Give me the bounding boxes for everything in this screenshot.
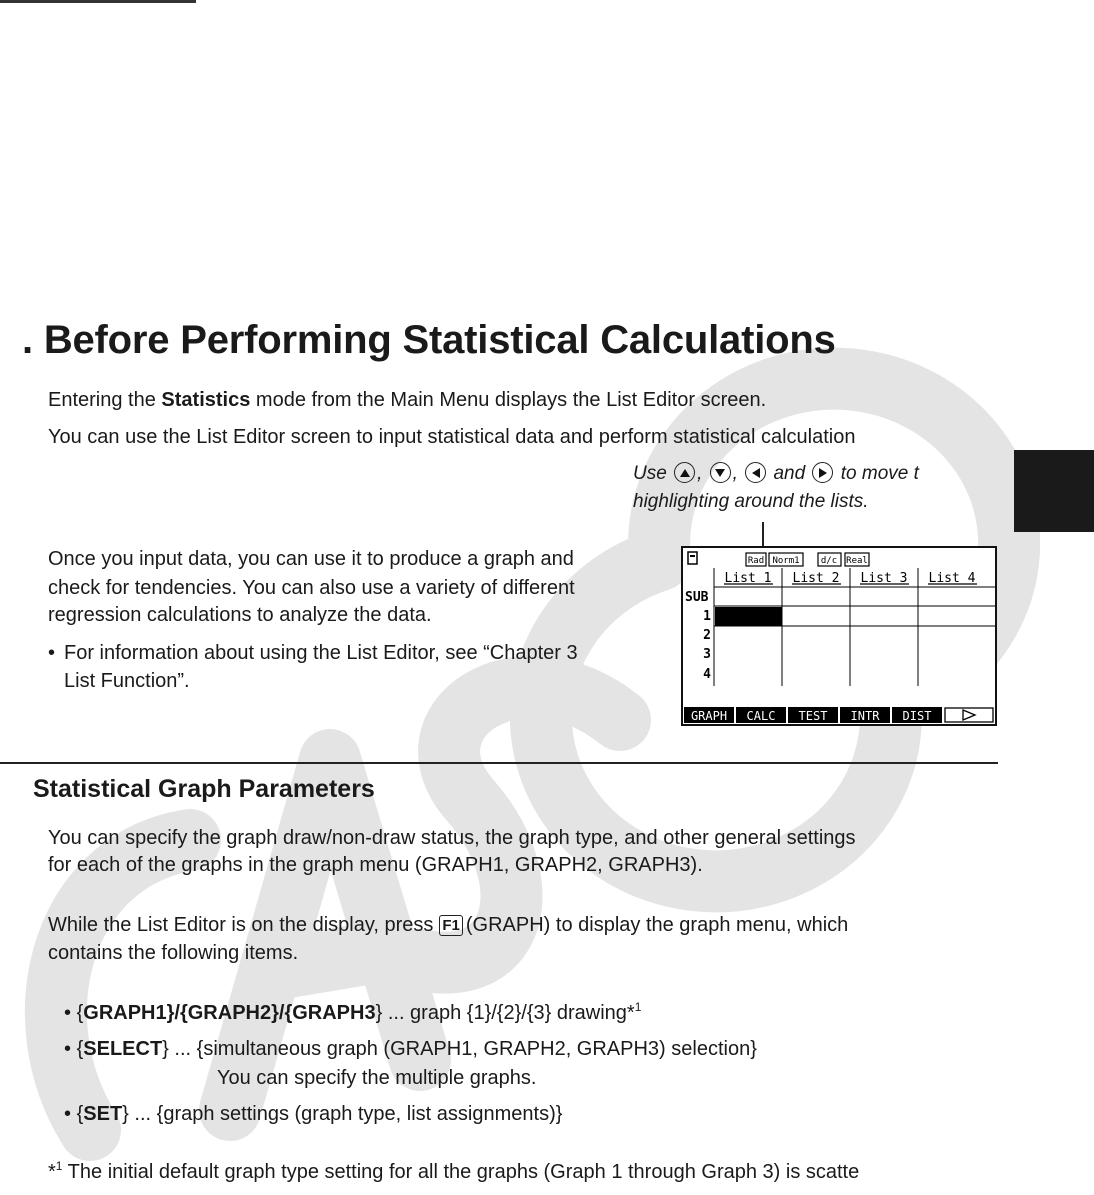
section-para-2-line-2: contains the following items. <box>48 942 299 964</box>
menu-tab-more-bg <box>945 708 993 722</box>
watermark-letter-c <box>56 840 190 1130</box>
body-line-3: regression calculations to analyze the data. <box>48 604 432 626</box>
menu-tab-test: TEST <box>798 709 828 723</box>
list-editor-note-bullet: • <box>48 642 56 664</box>
statistics-mode-label: Statistics <box>161 389 251 411</box>
row-number: 3 <box>703 647 711 662</box>
callout-line-1: Use , , and to move t <box>633 463 919 484</box>
body-line-1: Once you input data, you can use it to produce a graph and <box>48 548 574 570</box>
body-line-2: check for tendencies. You can also use a variety of different <box>48 577 575 599</box>
status-rad: Rad <box>747 556 765 566</box>
list-editor-screenshot <box>681 546 997 726</box>
cell-cursor-highlight <box>715 607 782 626</box>
list-editor-note-line-1: For information about using the List Editor, see “Chapter 3 <box>64 642 578 664</box>
menu-item-graph: • {GRAPH1}/{GRAPH2}/{GRAPH3} ... graph {1}/{2}/{3} drawing*$^1$ <box>64 1000 642 1024</box>
column-header-list-2: List 2 <box>792 571 840 586</box>
cursor-down-key-icon <box>710 462 731 483</box>
battery-icon <box>688 552 697 564</box>
row-number: 4 <box>703 667 711 682</box>
cursor-right-key-icon <box>812 462 833 483</box>
menu-tab-intr: INTR <box>850 709 880 723</box>
menu-item-set: • {SET} ... {graph settings (graph type, list assignments)} <box>64 1103 563 1125</box>
status-real: Real <box>846 556 868 566</box>
menu-item-select: • {SELECT} ... {simultaneous graph (GRAPH1, GRAPH2, GRAPH3) selection} <box>64 1038 757 1060</box>
f1-key-icon: F1 <box>439 915 463 936</box>
row-numbers <box>703 609 711 682</box>
section-para-1-line-1: You can specify the graph draw/non-draw status, the graph type, and other general settings <box>48 827 856 849</box>
status-bar <box>688 552 869 566</box>
menu-item-select-continuation: You can specify the multiple graphs. <box>217 1067 537 1089</box>
list-editor-note-line-2: List Function”. <box>64 670 190 692</box>
menu-tab-dist: DIST <box>902 709 932 723</box>
intro-line-1: Entering the Statistics mode from the Main Menu displays the List Editor screen. <box>48 389 767 411</box>
sub-row-label: SUB <box>685 590 709 605</box>
menu-tab-graph: GRAPH <box>690 709 728 723</box>
column-header-list-3: List 3 <box>860 571 908 586</box>
menu-tab-calc: CALC <box>746 709 776 723</box>
callout-line-2: highlighting around the lists. <box>633 491 869 512</box>
page-heading: . Before Performing Statistical Calculations <box>22 318 836 362</box>
section-divider <box>0 762 998 764</box>
status-norm: Norm1 <box>772 556 800 566</box>
function-key-menu <box>684 707 993 723</box>
column-header-list-1: List 1 <box>724 571 772 586</box>
footnote: *$^1$ The initial default graph type setting for all the graphs (Graph 1 through Graph 3) is scatte <box>48 1159 860 1183</box>
status-dc: d/c <box>820 556 838 566</box>
row-number: 1 <box>703 609 711 624</box>
cursor-up-key-icon <box>674 462 695 483</box>
column-header-list-4: List 4 <box>928 571 976 586</box>
list-editor-screen-svg <box>683 548 995 724</box>
cursor-left-key-icon <box>745 462 766 483</box>
battery-level-icon <box>690 555 695 557</box>
row-number: 2 <box>703 628 711 643</box>
section-para-1-line-2: for each of the graphs in the graph menu (GRAPH1, GRAPH2, GRAPH3). <box>48 854 703 876</box>
section-title: Statistical Graph Parameters <box>33 775 375 803</box>
chapter-side-tab <box>1014 450 1094 532</box>
top-rule <box>0 0 196 3</box>
section-para-2-line-1: While the List Editor is on the display, press F1 (GRAPH) to display the graph menu, which <box>48 914 849 936</box>
intro-line-2: You can use the List Editor screen to input statistical data and perform statistical calculation <box>48 426 856 448</box>
